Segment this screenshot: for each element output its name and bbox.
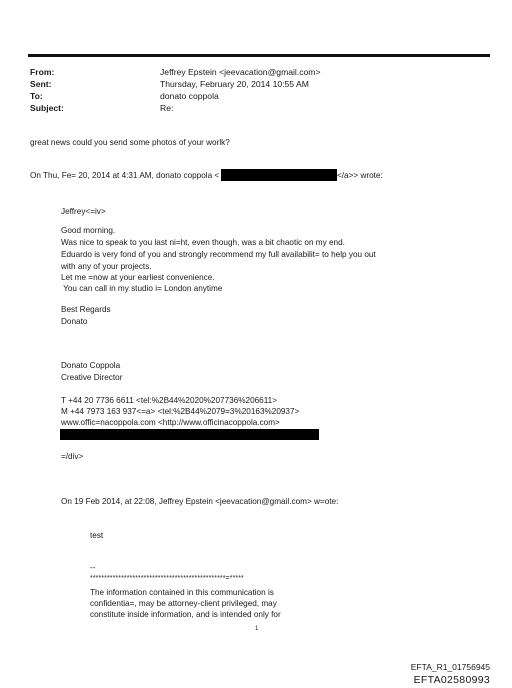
- sent-label: Sent:: [30, 79, 52, 89]
- redaction-block: [60, 429, 319, 440]
- disclaimer-line: constitute inside information, and is intended only for: [90, 610, 281, 619]
- signature-name: Donato Coppola: [61, 361, 121, 370]
- page-number: 1: [255, 626, 259, 632]
- to-label: To:: [30, 91, 43, 101]
- body-line: with any of your projects.: [61, 262, 152, 271]
- to-value: donato coppola: [160, 91, 219, 101]
- div-close: =/div>: [61, 452, 84, 461]
- contact-mobile: M +44 7973 163 937<=a> <tel:%2B44%2079=3%20163%20937>: [61, 407, 300, 416]
- redaction-email: [221, 169, 337, 181]
- subject-value: Re:: [160, 103, 174, 113]
- body-line: Good morning.: [61, 226, 116, 235]
- from-value: Jeffrey Epstein <jeevacation@gmail.com>: [160, 67, 321, 77]
- signature-title: Creative Director: [61, 373, 123, 382]
- sign-off-line: Best Regards: [61, 305, 111, 314]
- body-line: Was nice to speak to you last ni=ht, even though, was a bit chaotic on my end.: [61, 238, 345, 247]
- disclaimer-line: confidentia=, may be attorney-client privileged, may: [90, 599, 277, 608]
- header-rule: [28, 54, 490, 57]
- stars-divider: ************************************************=*****: [90, 575, 244, 582]
- contact-phone: T +44 20 7736 6611 <tel:%2B44%2020%207736%206611>: [61, 396, 278, 405]
- body-line: Let me =now at your earliest convenience.: [61, 273, 215, 282]
- from-label: From:: [30, 67, 55, 77]
- sent-value: Thursday, February 20, 2014 10:55 AM: [160, 79, 309, 89]
- reply-line: great news could you send some photos of your worlk?: [30, 138, 230, 147]
- quote-intro-right: </a>> wrote:: [337, 171, 383, 180]
- subject-label: Subject:: [30, 103, 64, 113]
- greeting: Jeffrey<=iv>: [61, 207, 106, 216]
- sign-off-line: Donato: [61, 317, 88, 326]
- nested-intro: On 19 Feb 2014, at 22:08, Jeffrey Epstein <jeevacation@gmail.com> w=ote:: [61, 497, 339, 506]
- bates-number: EFTA02580993: [413, 674, 490, 686]
- body-line: Eduardo is very fond of you and strongly recommend my full availabilit= to help you out: [61, 250, 376, 259]
- quote-intro-left: On Thu, Fe= 20, 2014 at 4:31 AM, donato coppola <: [30, 171, 220, 180]
- nested-body: test: [90, 531, 104, 540]
- contact-website: www.offic=nacoppola.com <http://www.officinacoppola.com>: [61, 418, 280, 427]
- body-line: You can call in my studio i= London anytime: [61, 284, 223, 293]
- signature-dashes: --: [90, 563, 96, 572]
- disclaimer-line: The information contained in this communication is: [90, 588, 274, 597]
- bates-number-r1: EFTA_R1_01756945: [410, 662, 490, 672]
